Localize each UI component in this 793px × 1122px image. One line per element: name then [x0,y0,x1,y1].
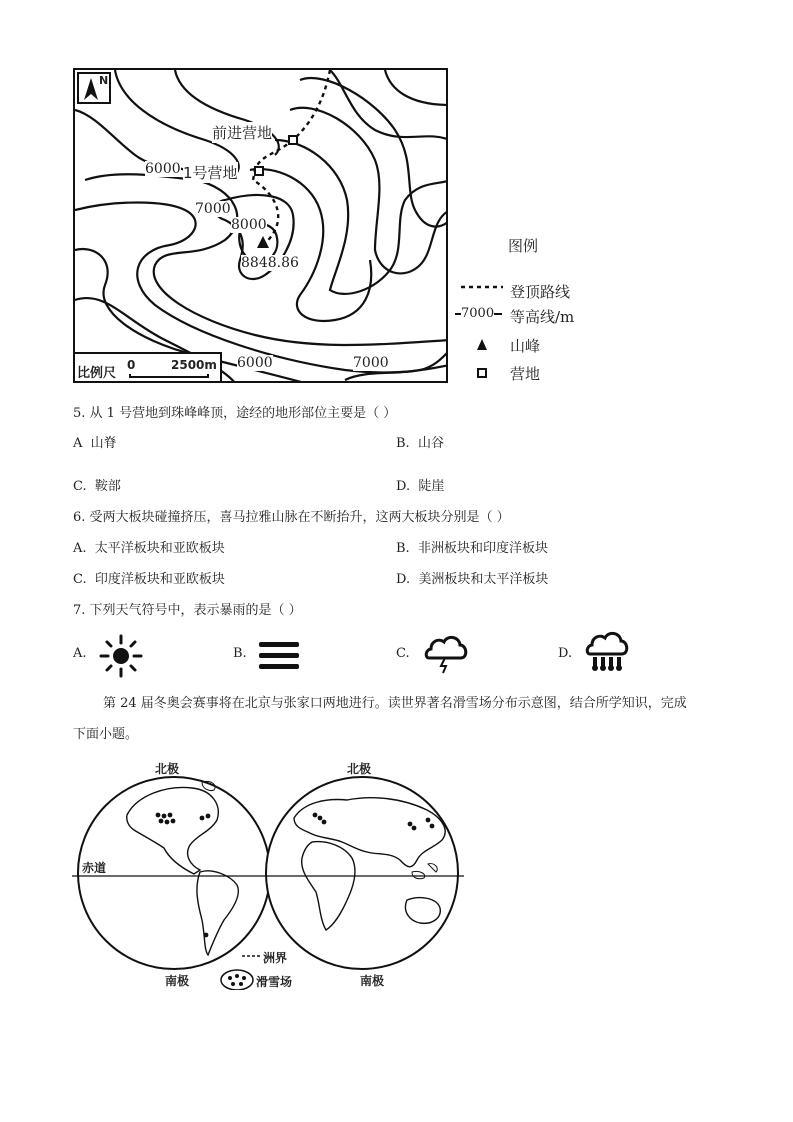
q6-option-c[interactable]: C. 印度洋板块和亚欧板块 [73,572,225,587]
question-6-stem: 6. 受两大板块碰撞挤压，喜马拉雅山脉在不断抬升，这两大板块分别是（ ） [73,510,510,525]
q5-option-a[interactable]: A 山脊 [73,436,117,451]
question-5-stem: 5. 从 1 号营地到珠峰峰顶，途经的地形部位主要是（ ） [73,406,397,421]
legend-title: 图例 [508,237,539,255]
q5-option-c[interactable]: C. 鞍部 [73,479,121,494]
camp-1-label: 1号营地 [183,164,238,182]
q7-option-d-letter[interactable]: D. [558,646,573,661]
south-pole-label-right: 南极 [360,974,385,988]
legend-contour-sample [455,306,502,321]
ski-resort-legend-icon [221,970,253,990]
q7-option-b-letter[interactable]: B. [233,646,247,661]
q7-option-c-letter[interactable]: C. [396,646,410,661]
q6-option-a[interactable]: A. 太平洋板块和亚欧板块 [73,541,225,556]
scale-zero: 0 [127,358,136,372]
eastern-hemisphere [266,777,458,969]
north-pole-label-left: 北极 [155,762,180,776]
scale-bar-box [75,352,222,383]
contour-label-6000-top: 6000 [145,161,181,177]
q7-option-a-letter[interactable]: A. [73,646,87,661]
western-hemisphere [78,777,270,969]
ski-resort-legend-label: 滑雪场 [256,975,293,989]
question-7-stem: 7. 下列天气符号中，表示暴雨的是（ ） [73,603,302,618]
peak-elevation-label: 8848.86 [241,255,299,271]
legend-camp-label: 营地 [510,365,541,383]
contour-label-8000: 8000 [231,217,267,233]
north-pole-label-right: 北极 [347,762,372,776]
continent-boundary-legend-label: 洲界 [263,951,288,965]
legend-contour-value: 7000 [461,306,495,321]
intro-line-2: 下面小题。 [73,727,139,742]
scale-label: 比例尺 [77,366,117,381]
peak-legend-icon [475,338,489,352]
legend-contour-label: 等高线/m [510,308,575,326]
q5-option-b[interactable]: B. 山谷 [396,436,444,451]
peak-marker [257,236,269,248]
q6-option-d[interactable]: D. 美洲板块和太平洋板块 [396,572,549,587]
equator-label: 赤道 [82,861,107,875]
north-arrow-box [77,72,111,104]
q6-option-b[interactable]: B. 非洲板块和印度洋板块 [396,541,548,556]
thunderstorm-icon [423,632,469,674]
sunny-icon [99,634,143,678]
camp-forward-marker [289,136,297,144]
contour-label-7000-bottom: 7000 [353,355,389,371]
scale-distance: 2500m [171,358,217,372]
camp-forward-label: 前进营地 [212,124,273,142]
legend-peak-label: 山峰 [510,337,541,355]
legend-route-label: 登顶路线 [510,283,571,301]
camp-legend-icon [476,367,488,379]
q5-option-d[interactable]: D. 陡崖 [396,479,445,494]
south-pole-label-left: 南极 [165,974,190,988]
camp-1-marker [255,167,263,175]
intro-line-1: 第 24 届冬奥会赛事将在北京与张家口两地进行。读世界著名滑雪场分布示意图，结合所学知识，完成 [103,696,687,711]
route-legend-line [459,282,505,292]
haze-icon [258,640,300,672]
topographic-map [73,68,448,383]
heavy-rain-icon [584,630,630,674]
scale-line [129,374,209,378]
north-label: N [99,74,109,87]
contour-label-7000-top: 7000 [195,201,231,217]
contour-label-6000-bottom: 6000 [237,355,273,371]
